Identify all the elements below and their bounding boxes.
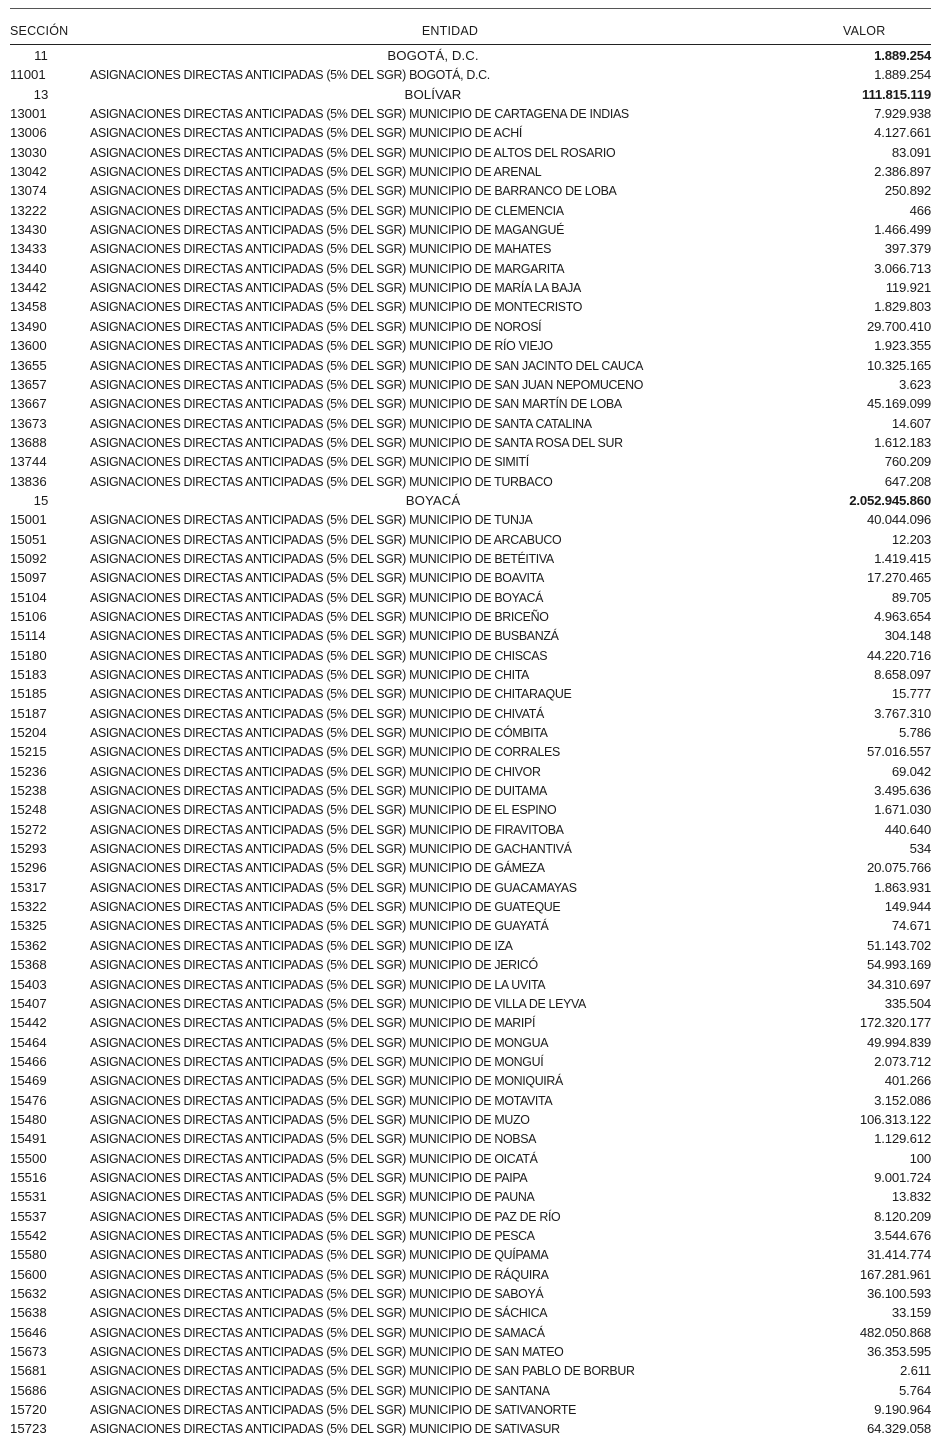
code-cell: 15600 (10, 1266, 47, 1282)
value-cell: 647.208 (884, 473, 931, 489)
entity-cell: ASIGNACIONES DIRECTAS ANTICIPADAS (5% DEL SGR) MUNICIPIO DE ACHÍ (90, 125, 522, 141)
value-cell: 2.052.945.860 (849, 492, 931, 508)
table-row (0, 1265, 939, 1284)
table-row (0, 994, 939, 1013)
code-cell: 15114 (10, 628, 46, 644)
entity-cell: ASIGNACIONES DIRECTAS ANTICIPADAS (5% DEL SGR) MUNICIPIO DE MONIQUIRÁ (90, 1073, 563, 1089)
table-row (0, 762, 939, 781)
code-cell: 15092 (10, 550, 47, 566)
entity-cell: ASIGNACIONES DIRECTAS ANTICIPADAS (5% DEL SGR) MUNICIPIO DE SAN MATEO (90, 1344, 564, 1360)
entity-cell: ASIGNACIONES DIRECTAS ANTICIPADAS (5% DEL SGR) MUNICIPIO DE RÍO VIEJO (90, 338, 553, 354)
entity-cell: ASIGNACIONES DIRECTAS ANTICIPADAS (5% DEL SGR) MUNICIPIO DE JERICÓ (90, 957, 538, 973)
entity-cell: ASIGNACIONES DIRECTAS ANTICIPADAS (5% DEL SGR) MUNICIPIO DE SANTA ROSA DEL SUR (90, 434, 623, 450)
entity-cell: ASIGNACIONES DIRECTAS ANTICIPADAS (5% DEL SGR) MUNICIPIO DE BRICEÑO (90, 608, 549, 624)
table-row (0, 1245, 939, 1264)
entity-cell: ASIGNACIONES DIRECTAS ANTICIPADAS (5% DEL SGR) MUNICIPIO DE ARENAL (90, 164, 542, 180)
entity-cell: ASIGNACIONES DIRECTAS ANTICIPADAS (5% DEL SGR) MUNICIPIO DE SANTA CATALINA (90, 415, 592, 431)
table-row (0, 781, 939, 800)
table-row (0, 220, 939, 239)
table-row (0, 1226, 939, 1245)
entity-cell: ASIGNACIONES DIRECTAS ANTICIPADAS (5% DEL SGR) MUNICIPIO DE GUATEQUE (90, 899, 561, 915)
value-cell: 49.994.839 (866, 1034, 931, 1050)
value-cell: 7.929.938 (874, 106, 931, 122)
entity-cell: ASIGNACIONES DIRECTAS ANTICIPADAS (5% DEL SGR) MUNICIPIO DE MARIPÍ (90, 1015, 536, 1031)
header-seccion: SECCIÓN (10, 24, 69, 38)
value-cell: 335.504 (884, 995, 931, 1011)
entity-cell: ASIGNACIONES DIRECTAS ANTICIPADAS (5% DEL SGR) MUNICIPIO DE VILLA DE LEYVA (90, 995, 586, 1011)
code-cell: 13655 (10, 357, 47, 373)
value-cell: 534 (909, 841, 931, 857)
value-cell: 100 (909, 1150, 931, 1166)
value-cell: 106.313.122 (859, 1111, 931, 1127)
value-cell: 36.100.593 (866, 1286, 931, 1301)
value-cell: 5.764 (898, 1382, 931, 1398)
value-cell: 304.148 (884, 628, 931, 644)
table-row (0, 858, 939, 877)
table-row (0, 549, 939, 568)
value-cell: 1.612.183 (874, 434, 931, 450)
code-cell: 15442 (10, 1015, 47, 1031)
table-row (0, 472, 939, 491)
table-row (0, 356, 939, 375)
entity-cell: ASIGNACIONES DIRECTAS ANTICIPADAS (5% DEL SGR) MUNICIPIO DE MAGANGUÉ (90, 222, 565, 238)
code-cell: 15185 (10, 686, 47, 702)
value-cell: 3.152.086 (874, 1092, 931, 1108)
value-cell: 2.073.712 (874, 1053, 931, 1069)
table-row (0, 646, 939, 665)
value-cell: 4.127.661 (874, 125, 931, 141)
value-cell: 54.993.169 (866, 957, 931, 973)
code-cell: 15723 (10, 1421, 47, 1437)
table-row (0, 1052, 939, 1071)
entity-cell: ASIGNACIONES DIRECTAS ANTICIPADAS (5% DEL SGR) MUNICIPIO DE FIRAVITOBA (90, 821, 564, 837)
entity-cell: ASIGNACIONES DIRECTAS ANTICIPADAS (5% DEL SGR) MUNICIPIO DE SATIVASUR (90, 1421, 560, 1437)
value-cell: 13.832 (891, 1189, 931, 1205)
table-row (0, 414, 939, 433)
value-cell: 9.190.964 (874, 1402, 931, 1418)
code-cell: 15491 (10, 1131, 47, 1147)
value-cell: 31.414.774 (866, 1247, 931, 1263)
value-cell: 3.495.636 (874, 783, 931, 799)
table-row (0, 1381, 939, 1400)
code-cell: 15720 (10, 1402, 47, 1418)
entity-cell: ASIGNACIONES DIRECTAS ANTICIPADAS (5% DEL SGR) MUNICIPIO DE CHIVATÁ (90, 705, 544, 721)
value-cell: 10.325.165 (866, 357, 931, 373)
entity-cell: ASIGNACIONES DIRECTAS ANTICIPADAS (5% DEL SGR) MUNICIPIO DE ALTOS DEL ROSARIO (90, 144, 616, 160)
entity-cell: ASIGNACIONES DIRECTAS ANTICIPADAS (5% DEL SGR) MUNICIPIO DE PAUNA (90, 1189, 535, 1205)
value-cell: 1.863.931 (874, 879, 931, 895)
entity-cell: ASIGNACIONES DIRECTAS ANTICIPADAS (5% DEL SGR) MUNICIPIO DE CLEMENCIA (90, 202, 564, 218)
entity-cell: ASIGNACIONES DIRECTAS ANTICIPADAS (5% DEL SGR) MUNICIPIO DE BETÉITIVA (90, 550, 554, 566)
code-cell: 15183 (10, 667, 47, 682)
table-row (0, 201, 939, 220)
entity-cell: ASIGNACIONES DIRECTAS ANTICIPADAS (5% DEL SGR) MUNICIPIO DE TURBACO (90, 473, 553, 489)
top-rule (10, 8, 931, 9)
entity-cell: ASIGNACIONES DIRECTAS ANTICIPADAS (5% DEL SGR) MUNICIPIO DE SIMITÍ (90, 454, 529, 470)
code-cell: 15681 (10, 1363, 47, 1379)
table-row (0, 1110, 939, 1129)
entity-cell: ASIGNACIONES DIRECTAS ANTICIPADAS (5% DEL SGR) MUNICIPIO DE BOYACÁ (90, 589, 544, 605)
value-cell: 9.001.724 (874, 1169, 931, 1185)
table-row (0, 1303, 939, 1322)
code-cell: 13667 (10, 396, 47, 412)
table-row (0, 433, 939, 452)
code-cell: 15104 (10, 589, 47, 605)
table-row (0, 1187, 939, 1206)
table-header (0, 24, 939, 42)
table-row (0, 839, 939, 858)
code-cell: 15531 (10, 1189, 47, 1205)
code-cell: 13657 (10, 376, 47, 392)
value-cell: 14.607 (891, 415, 931, 431)
value-cell: 69.042 (891, 763, 931, 779)
value-cell: 1.923.355 (874, 338, 931, 354)
value-cell: 1.419.415 (874, 550, 931, 566)
table-row (0, 1361, 939, 1380)
code-cell: 11001 (10, 67, 46, 83)
table-row (0, 878, 939, 897)
table-row (0, 820, 939, 839)
code-cell: 13430 (10, 222, 47, 238)
entity-cell: ASIGNACIONES DIRECTAS ANTICIPADAS (5% DEL SGR) MUNICIPIO DE BUSBANZÁ (90, 628, 559, 644)
code-cell: 15464 (10, 1034, 47, 1050)
table-row (0, 1207, 939, 1226)
entity-cell: ASIGNACIONES DIRECTAS ANTICIPADAS (5% DEL SGR) MUNICIPIO DE SANTANA (90, 1382, 550, 1398)
code-cell: 15106 (10, 608, 47, 624)
entity-cell: ASIGNACIONES DIRECTAS ANTICIPADAS (5% DEL SGR) MUNICIPIO DE SATIVANORTE (90, 1402, 577, 1418)
table-row (0, 1013, 939, 1032)
entity-cell: ASIGNACIONES DIRECTAS ANTICIPADAS (5% DEL SGR) MUNICIPIO DE NOBSA (90, 1131, 537, 1147)
value-cell: 3.623 (898, 376, 931, 392)
code-cell: 15238 (10, 783, 47, 799)
entity-cell: ASIGNACIONES DIRECTAS ANTICIPADAS (5% DEL SGR) MUNICIPIO DE CARTAGENA DE INDIAS (90, 106, 629, 122)
entity-cell: ASIGNACIONES DIRECTAS ANTICIPADAS (5% DEL SGR) MUNICIPIO DE CORRALES (90, 744, 560, 760)
code-cell: 15325 (10, 918, 47, 934)
value-cell: 29.700.410 (866, 318, 931, 334)
table-row (0, 1033, 939, 1052)
code-cell: 15317 (10, 879, 47, 895)
entity-cell: BOGOTÁ, D.C. (387, 48, 479, 63)
code-cell: 15403 (10, 976, 47, 992)
table-row (0, 916, 939, 935)
table-row (0, 723, 939, 742)
table-row (0, 530, 939, 549)
entity-cell: ASIGNACIONES DIRECTAS ANTICIPADAS (5% DEL SGR) MUNICIPIO DE MOTAVITA (90, 1092, 553, 1108)
code-cell: 15580 (10, 1247, 47, 1263)
section-row (0, 85, 939, 104)
value-cell: 17.270.465 (866, 570, 931, 586)
value-cell: 440.640 (884, 821, 931, 837)
table-row (0, 626, 939, 645)
value-cell: 1.671.030 (874, 802, 931, 818)
entity-cell: ASIGNACIONES DIRECTAS ANTICIPADAS (5% DEL SGR) MUNICIPIO DE NOROSÍ (90, 318, 542, 334)
table-row (0, 104, 939, 123)
entity-cell: ASIGNACIONES DIRECTAS ANTICIPADAS (5% DEL SGR) MUNICIPIO DE MARÍA LA BAJA (90, 280, 582, 296)
value-cell: 4.963.654 (874, 608, 931, 624)
entity-cell: ASIGNACIONES DIRECTAS ANTICIPADAS (5% DEL SGR) MUNICIPIO DE SABOYÁ (90, 1286, 544, 1301)
entity-cell: BOLÍVAR (404, 86, 462, 102)
code-cell: 15469 (10, 1073, 47, 1089)
value-cell: 15.777 (891, 686, 931, 702)
value-cell: 20.075.766 (866, 860, 931, 876)
table-row (0, 510, 939, 529)
code-cell: 15646 (10, 1324, 47, 1340)
code-cell: 13458 (10, 299, 47, 315)
table-row (0, 568, 939, 587)
value-cell: 760.209 (884, 454, 931, 470)
value-cell: 36.353.595 (866, 1344, 931, 1360)
value-cell: 167.281.961 (859, 1266, 931, 1282)
entity-cell: ASIGNACIONES DIRECTAS ANTICIPADAS (5% DEL SGR) MUNICIPIO DE BARRANCO DE LOBA (90, 183, 617, 199)
value-cell: 83.091 (891, 144, 931, 160)
code-cell: 11 (34, 48, 48, 63)
entity-cell: ASIGNACIONES DIRECTAS ANTICIPADAS (5% DEL SGR) MUNICIPIO DE SAMACÁ (90, 1324, 545, 1340)
table-row (0, 742, 939, 761)
header-valor: VALOR (843, 24, 886, 38)
entity-cell: ASIGNACIONES DIRECTAS ANTICIPADAS (5% DEL SGR) MUNICIPIO DE BOAVITA (90, 570, 544, 586)
value-cell: 12.203 (891, 531, 931, 547)
table-row (0, 1071, 939, 1090)
entity-cell: ASIGNACIONES DIRECTAS ANTICIPADAS (5% DEL SGR) MUNICIPIO DE SÁCHICA (90, 1305, 548, 1321)
code-cell: 13442 (10, 280, 47, 296)
table-row (0, 1284, 939, 1303)
value-cell: 57.016.557 (866, 744, 931, 760)
table-row (0, 239, 939, 258)
table-row (0, 897, 939, 916)
table-row (0, 955, 939, 974)
entity-cell: ASIGNACIONES DIRECTAS ANTICIPADAS (5% DEL SGR) MUNICIPIO DE MAHATES (90, 241, 552, 257)
value-cell: 119.921 (885, 280, 931, 296)
entity-cell: ASIGNACIONES DIRECTAS ANTICIPADAS (5% DEL SGR) MUNICIPIO DE CHISCAS (90, 647, 548, 663)
entity-cell: ASIGNACIONES DIRECTAS ANTICIPADAS (5% DEL SGR) MUNICIPIO DE PESCA (90, 1227, 535, 1243)
value-cell: 1.829.803 (874, 299, 931, 315)
code-cell: 15466 (10, 1053, 47, 1069)
table-row (0, 162, 939, 181)
value-cell: 74.671 (891, 918, 931, 934)
code-cell: 15248 (10, 802, 47, 818)
code-cell: 13222 (10, 202, 47, 218)
value-cell: 64.329.058 (866, 1421, 931, 1437)
entity-cell: ASIGNACIONES DIRECTAS ANTICIPADAS (5% DEL SGR) MUNICIPIO DE EL ESPINO (90, 802, 557, 818)
table-row (0, 394, 939, 413)
entity-cell: ASIGNACIONES DIRECTAS ANTICIPADAS (5% DEL SGR) MUNICIPIO DE CHITA (90, 667, 529, 682)
value-cell: 89.705 (891, 589, 931, 605)
table-row (0, 375, 939, 394)
entity-cell: ASIGNACIONES DIRECTAS ANTICIPADAS (5% DEL SGR) MUNICIPIO DE SAN MARTÍN DE LOBA (90, 396, 622, 412)
value-cell: 1.889.254 (874, 48, 931, 63)
code-cell: 13 (33, 86, 49, 102)
code-cell: 15001 (10, 512, 47, 528)
value-cell: 482.050.868 (859, 1324, 931, 1340)
entity-cell: ASIGNACIONES DIRECTAS ANTICIPADAS (5% DEL SGR) MUNICIPIO DE CHITARAQUE (90, 686, 572, 702)
code-cell: 13600 (10, 338, 47, 354)
entity-cell: ASIGNACIONES DIRECTAS ANTICIPADAS (5% DEL SGR) MUNICIPIO DE DUITAMA (90, 783, 547, 799)
code-cell: 13490 (10, 318, 47, 334)
code-cell: 13673 (10, 415, 47, 431)
entity-cell: ASIGNACIONES DIRECTAS ANTICIPADAS (5% DEL SGR) MUNICIPIO DE MONGUÍ (90, 1053, 544, 1069)
code-cell: 15632 (10, 1286, 47, 1301)
entity-cell: ASIGNACIONES DIRECTAS ANTICIPADAS (5% DEL SGR) MUNICIPIO DE GÁMEZA (90, 860, 545, 876)
value-cell: 111.815.119 (862, 86, 931, 102)
value-cell: 1.466.499 (874, 222, 931, 238)
code-cell: 15686 (10, 1382, 47, 1398)
code-cell: 15 (33, 492, 49, 508)
table-row (0, 278, 939, 297)
entity-cell: ASIGNACIONES DIRECTAS ANTICIPADAS (5% DEL SGR) MUNICIPIO DE MARGARITA (90, 260, 565, 276)
value-cell: 3.767.310 (874, 705, 931, 721)
entity-cell: ASIGNACIONES DIRECTAS ANTICIPADAS (5% DEL SGR) MUNICIPIO DE CHIVOR (90, 763, 541, 779)
code-cell: 15215 (10, 744, 47, 760)
table-row (0, 1091, 939, 1110)
entity-cell: ASIGNACIONES DIRECTAS ANTICIPADAS (5% DEL SGR) BOGOTÁ, D.C. (90, 67, 490, 83)
table-row (0, 936, 939, 955)
code-cell: 13440 (10, 260, 47, 276)
table-row (0, 143, 939, 162)
table-row (0, 1168, 939, 1187)
header-rule (10, 44, 931, 45)
entity-cell: ASIGNACIONES DIRECTAS ANTICIPADAS (5% DEL SGR) MUNICIPIO DE GUACAMAYAS (90, 879, 577, 895)
code-cell: 13006 (10, 125, 47, 141)
code-cell: 15542 (10, 1227, 47, 1243)
table-row (0, 975, 939, 994)
entity-cell: ASIGNACIONES DIRECTAS ANTICIPADAS (5% DEL SGR) MUNICIPIO DE PAZ DE RÍO (90, 1208, 561, 1224)
code-cell: 15368 (10, 957, 47, 973)
code-cell: 13001 (10, 106, 47, 122)
entity-cell: ASIGNACIONES DIRECTAS ANTICIPADAS (5% DEL SGR) MUNICIPIO DE RÁQUIRA (90, 1266, 549, 1282)
code-cell: 15187 (10, 705, 47, 721)
code-cell: 15051 (10, 531, 47, 547)
value-cell: 51.143.702 (866, 937, 931, 953)
code-cell: 15293 (10, 841, 47, 857)
value-cell: 33.159 (891, 1305, 931, 1321)
table-row (0, 684, 939, 703)
code-cell: 15407 (10, 995, 47, 1011)
code-cell: 15500 (10, 1150, 47, 1166)
value-cell: 40.044.096 (866, 512, 931, 528)
code-cell: 13030 (10, 144, 47, 160)
code-cell: 15204 (10, 725, 47, 741)
entity-cell: ASIGNACIONES DIRECTAS ANTICIPADAS (5% DEL SGR) MUNICIPIO DE OICATÁ (90, 1150, 538, 1166)
code-cell: 15180 (10, 647, 47, 663)
table-row (0, 336, 939, 355)
entity-cell: ASIGNACIONES DIRECTAS ANTICIPADAS (5% DEL SGR) MUNICIPIO DE SAN PABLO DE BORBUR (90, 1363, 635, 1379)
entity-cell: ASIGNACIONES DIRECTAS ANTICIPADAS (5% DEL SGR) MUNICIPIO DE TUNJA (90, 512, 533, 528)
entity-cell: ASIGNACIONES DIRECTAS ANTICIPADAS (5% DEL SGR) MUNICIPIO DE GUAYATÁ (90, 918, 549, 934)
code-cell: 15362 (10, 937, 47, 953)
entity-cell: ASIGNACIONES DIRECTAS ANTICIPADAS (5% DEL SGR) MUNICIPIO DE ARCABUCO (90, 531, 562, 547)
table-row (0, 181, 939, 200)
table-row (0, 665, 939, 684)
code-cell: 13074 (10, 183, 47, 199)
entity-cell: ASIGNACIONES DIRECTAS ANTICIPADAS (5% DEL SGR) MUNICIPIO DE MONTECRISTO (90, 299, 583, 315)
entity-cell: ASIGNACIONES DIRECTAS ANTICIPADAS (5% DEL SGR) MUNICIPIO DE CÓMBITA (90, 725, 548, 741)
code-cell: 15097 (10, 570, 47, 586)
value-cell: 149.944 (884, 899, 931, 915)
value-cell: 397.379 (884, 241, 931, 257)
entity-cell: ASIGNACIONES DIRECTAS ANTICIPADAS (5% DEL SGR) MUNICIPIO DE IZA (90, 937, 513, 953)
table-row (0, 1419, 939, 1438)
table-row (0, 1342, 939, 1361)
value-cell: 172.320.177 (859, 1015, 931, 1031)
value-cell: 250.892 (884, 183, 931, 199)
entity-cell: ASIGNACIONES DIRECTAS ANTICIPADAS (5% DEL SGR) MUNICIPIO DE MONGUA (90, 1034, 549, 1050)
table-row (0, 1400, 939, 1419)
entity-cell: ASIGNACIONES DIRECTAS ANTICIPADAS (5% DEL SGR) MUNICIPIO DE SAN JACINTO DEL CAUCA (90, 357, 644, 373)
value-cell: 8.120.209 (874, 1208, 931, 1224)
code-cell: 13433 (10, 241, 47, 257)
value-cell: 5.786 (898, 725, 931, 741)
code-cell: 13688 (10, 434, 47, 450)
code-cell: 15476 (10, 1092, 47, 1108)
table-row (0, 704, 939, 723)
table-row (0, 1323, 939, 1342)
table-row (0, 607, 939, 626)
entity-cell: ASIGNACIONES DIRECTAS ANTICIPADAS (5% DEL SGR) MUNICIPIO DE GACHANTIVÁ (90, 841, 572, 857)
value-cell: 3.066.713 (874, 260, 931, 276)
table-row (0, 800, 939, 819)
table-row (0, 1149, 939, 1168)
entity-cell: ASIGNACIONES DIRECTAS ANTICIPADAS (5% DEL SGR) MUNICIPIO DE QUÍPAMA (90, 1247, 549, 1263)
table-body (0, 46, 939, 1439)
code-cell: 13744 (10, 454, 47, 470)
value-cell: 2.386.897 (874, 164, 931, 180)
value-cell: 34.310.697 (866, 976, 931, 992)
code-cell: 15537 (10, 1208, 47, 1224)
table-row (0, 452, 939, 471)
code-cell: 15322 (10, 899, 47, 915)
entity-cell: ASIGNACIONES DIRECTAS ANTICIPADAS (5% DEL SGR) MUNICIPIO DE PAIPA (90, 1169, 528, 1185)
code-cell: 13836 (10, 473, 47, 489)
code-cell: 15272 (10, 821, 47, 837)
entity-cell: ASIGNACIONES DIRECTAS ANTICIPADAS (5% DEL SGR) MUNICIPIO DE LA UVITA (90, 976, 546, 992)
value-cell: 45.169.099 (866, 396, 931, 412)
section-row (0, 491, 939, 510)
entity-cell: ASIGNACIONES DIRECTAS ANTICIPADAS (5% DEL SGR) MUNICIPIO DE SAN JUAN NEPOMUCENO (90, 376, 644, 392)
table-row (0, 65, 939, 84)
value-cell: 1.889.254 (874, 67, 931, 83)
header-entidad: ENTIDAD (421, 24, 479, 38)
code-cell: 15638 (10, 1305, 47, 1321)
code-cell: 15516 (10, 1169, 47, 1185)
value-cell: 401.266 (884, 1073, 931, 1089)
code-cell: 13042 (10, 164, 47, 180)
code-cell: 15296 (10, 860, 47, 876)
value-cell: 44.220.716 (866, 647, 931, 663)
section-row (0, 46, 939, 65)
table-row (0, 588, 939, 607)
code-cell: 15673 (10, 1344, 47, 1360)
value-cell: 2.611 (899, 1363, 931, 1379)
table-row (0, 259, 939, 278)
code-cell: 15236 (10, 763, 47, 779)
code-cell: 15480 (10, 1111, 47, 1127)
table-row (0, 1129, 939, 1148)
value-cell: 8.658.097 (874, 667, 931, 682)
table-row (0, 297, 939, 316)
entity-cell: BOYACÁ (405, 492, 461, 508)
table-row (0, 123, 939, 142)
table-row (0, 317, 939, 336)
entity-cell: ASIGNACIONES DIRECTAS ANTICIPADAS (5% DEL SGR) MUNICIPIO DE MUZO (90, 1111, 530, 1127)
value-cell: 466 (909, 202, 931, 218)
value-cell: 1.129.612 (874, 1131, 931, 1147)
value-cell: 3.544.676 (874, 1227, 931, 1243)
